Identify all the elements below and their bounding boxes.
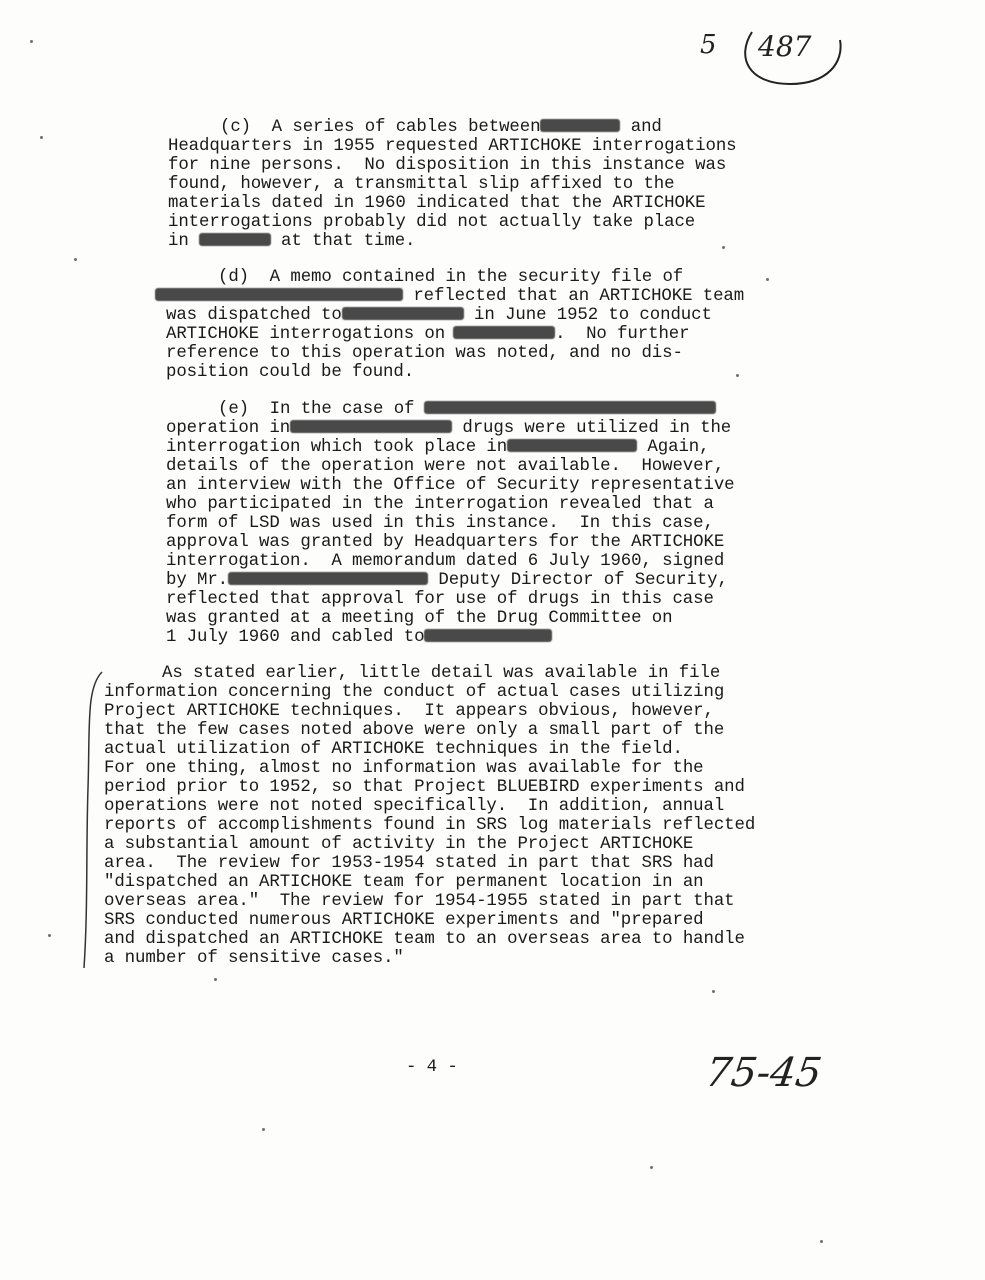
page-number: - 4 - bbox=[406, 1058, 458, 1077]
main-line-7: period prior to 1952, so that Project BLUEBIRD experiments and bbox=[104, 778, 745, 797]
para-d-line-2: reflected that an ARTICHOKE team bbox=[155, 287, 744, 306]
scan-speck bbox=[722, 246, 725, 249]
para-c-line-1: (c) A series of cables between and bbox=[220, 118, 662, 137]
para-c-line-3: for nine persons. No disposition in this instance was bbox=[168, 156, 727, 175]
scan-speck bbox=[48, 934, 51, 937]
para-e-line-3: interrogation which took place in Again, bbox=[166, 438, 710, 457]
scan-speck bbox=[74, 258, 77, 261]
redaction-mark bbox=[540, 119, 620, 132]
scan-speck bbox=[30, 40, 33, 43]
handwritten-bottom-number: 75-45 bbox=[702, 1050, 825, 1096]
para-e-line-4: details of the operation were not available. However, bbox=[166, 457, 725, 476]
main-line-9: reports of accomplishments found in SRS log materials reflected bbox=[104, 816, 756, 835]
para-e-line-9: interrogation. A memorandum dated 6 July 1960, signed bbox=[166, 552, 725, 571]
redaction-mark bbox=[507, 439, 637, 452]
scan-speck bbox=[820, 1240, 823, 1243]
main-line-5: actual utilization of ARTICHOKE techniques in the field. bbox=[104, 740, 683, 759]
para-c-line-4: found, however, a transmittal slip affixed to the bbox=[168, 175, 675, 194]
para-c-line-5: materials dated in 1960 indicated that the ARTICHOKE bbox=[168, 194, 706, 213]
para-e-line-2: operation in drugs were utilized in the bbox=[166, 419, 732, 438]
para-d-line-4: ARTICHOKE interrogations on . No further bbox=[166, 325, 690, 344]
para-c-line-2: Headquarters in 1955 requested ARTICHOKE interrogations bbox=[168, 137, 737, 156]
main-line-15: and dispatched an ARTICHOKE team to an overseas area to handle bbox=[104, 930, 745, 949]
main-line-2: information concerning the conduct of actual cases utilizing bbox=[104, 683, 725, 702]
main-line-1: As stated earlier, little detail was available in file bbox=[162, 664, 721, 683]
scan-speck bbox=[262, 1128, 265, 1131]
para-e-line-11: reflected that approval for use of drugs in this case bbox=[166, 590, 714, 609]
main-line-16: a number of sensitive cases." bbox=[104, 949, 404, 968]
main-line-12: "dispatched an ARTICHOKE team for permanent location in an bbox=[104, 873, 704, 892]
main-line-4: that the few cases noted above were only a small part of the bbox=[104, 721, 725, 740]
para-e-line-12: was granted at a meeting of the Drug Committee on bbox=[166, 609, 673, 628]
para-e-line-1: (e) In the case of bbox=[218, 400, 716, 419]
para-d-line-5: reference to this operation was noted, and no dis- bbox=[166, 344, 683, 363]
redaction-mark bbox=[290, 420, 452, 433]
para-e-line-8: approval was granted by Headquarters for the ARTICHOKE bbox=[166, 533, 725, 552]
main-line-6: For one thing, almost no information was available for the bbox=[104, 759, 704, 778]
scan-speck bbox=[766, 278, 769, 281]
para-e-line-6: who participated in the interrogation revealed that a bbox=[166, 495, 714, 514]
main-line-8: operations were not noted specifically. In addition, annual bbox=[104, 797, 725, 816]
scan-speck bbox=[40, 136, 43, 139]
main-line-14: SRS conducted numerous ARTICHOKE experiments and "prepared bbox=[104, 911, 704, 930]
para-e-line-7: form of LSD was used in this instance. In this case, bbox=[166, 514, 714, 533]
scan-speck bbox=[214, 978, 217, 981]
scan-speck bbox=[712, 990, 715, 993]
para-c-line-7: in at that time. bbox=[168, 232, 416, 251]
redaction-mark bbox=[424, 629, 552, 642]
redaction-mark bbox=[424, 401, 716, 414]
handwritten-top-number: 5 bbox=[700, 30, 717, 60]
main-line-11: area. The review for 1953-1954 stated in part that SRS had bbox=[104, 854, 714, 873]
redaction-mark bbox=[155, 288, 403, 301]
main-line-3: Project ARTICHOKE techniques. It appears obvious, however, bbox=[104, 702, 714, 721]
redaction-mark bbox=[228, 572, 428, 585]
para-e-line-10: by Mr. Deputy Director of Security, bbox=[166, 571, 728, 590]
para-c-line-6: interrogations probably did not actually take place bbox=[168, 213, 696, 232]
para-d-line-3: was dispatched to in June 1952 to conduct bbox=[166, 306, 712, 325]
para-e-line-13: 1 July 1960 and cabled to bbox=[166, 628, 552, 647]
scan-speck bbox=[650, 1166, 653, 1169]
main-line-10: a substantial amount of activity in the Project ARTICHOKE bbox=[104, 835, 694, 854]
scan-speck bbox=[736, 374, 739, 377]
para-d-line-6: position could be found. bbox=[166, 363, 415, 382]
handwritten-circled-number: 487 bbox=[758, 30, 812, 63]
main-line-13: overseas area." The review for 1954-1955 stated in part that bbox=[104, 892, 735, 911]
para-d-line-1: (d) A memo contained in the security file of bbox=[218, 268, 684, 287]
redaction-mark bbox=[199, 233, 271, 246]
para-e-line-5: an interview with the Office of Security representative bbox=[166, 476, 735, 495]
redaction-mark bbox=[453, 326, 555, 339]
redaction-mark bbox=[342, 307, 464, 320]
